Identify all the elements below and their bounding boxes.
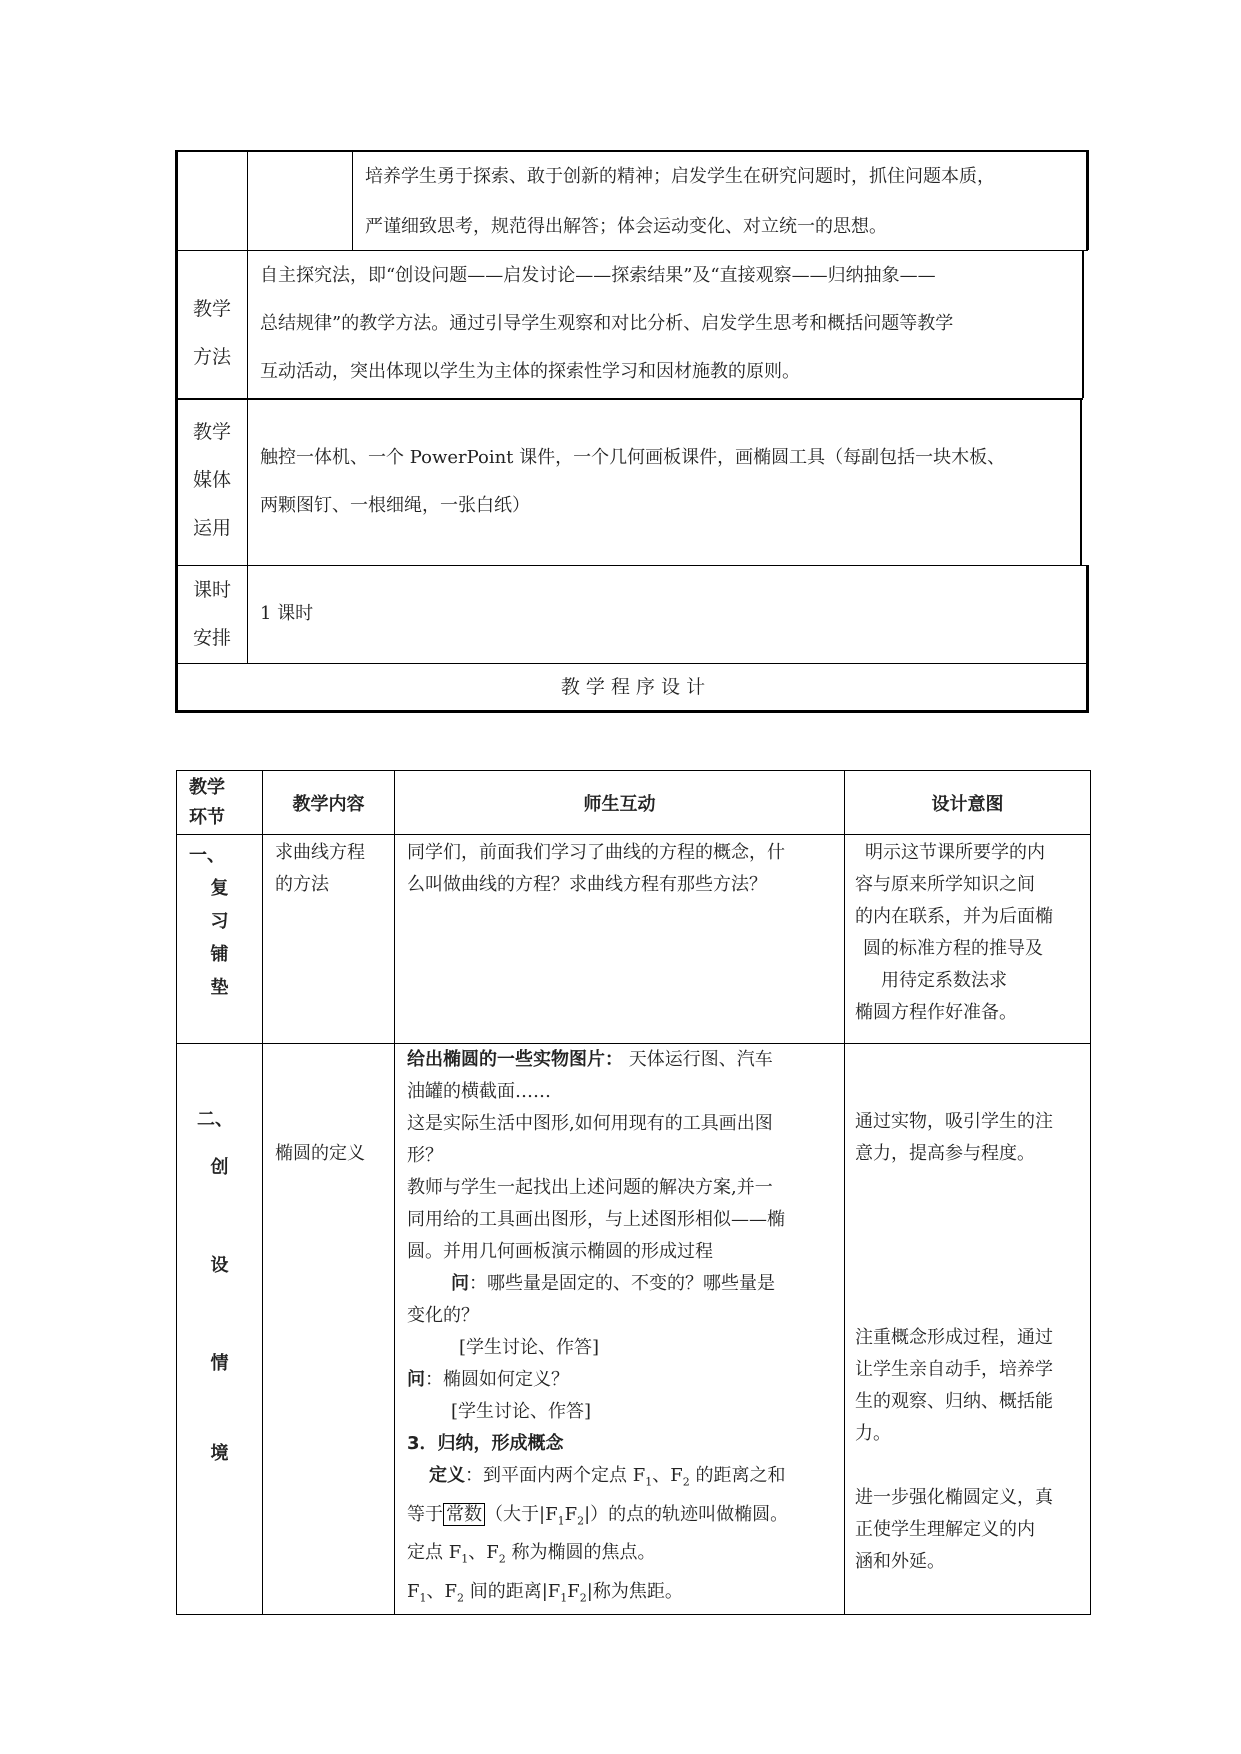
content-ellipse-definition: 椭圆的定义 xyxy=(263,1044,395,1615)
media-text: 触控一体机、一个 PowerPoint 课件，一个几何画板课件，画椭圆工具（每副包括一块木板、 两颗图钉、一根细绳，一张白纸） xyxy=(260,447,1006,516)
procedure-table xyxy=(176,770,1091,1615)
stage-review: 一、 复 习 铺 垫 xyxy=(177,835,263,1044)
method-label: 教学 方法 xyxy=(192,298,231,368)
hours-value: 1 课时 xyxy=(260,603,314,624)
intent-review: 明示这节课所要学的内 容与原来所学知识之间 的内在联系，并为后面椭 圆的标准方程的推导及 用待定系数法求 椭圆方程作好准备。 xyxy=(845,835,1091,1044)
table-row xyxy=(177,835,1091,1044)
hours-label: 课时 安排 xyxy=(192,579,231,649)
design-title: 教 学 程 序 设 计 xyxy=(560,676,706,698)
constant-boxed-term: 常数 xyxy=(443,1503,485,1526)
table-row xyxy=(177,1044,1091,1615)
interaction-review: 同学们，前面我们学习了曲线的方程的概念，什 么叫做曲线的方程？求曲线方程有那些方法？ xyxy=(395,835,845,1044)
goal-text-line-1: 培养学生勇于探索、敢于创新的精神；启发学生在研究问题时，抓住问题本质， xyxy=(365,166,995,187)
content-curve-method: 求曲线方程 的方法 xyxy=(263,835,395,1044)
media-label: 教学 媒体 运用 xyxy=(192,421,231,539)
header-content: 教学内容 xyxy=(263,771,395,835)
intent-ellipse: 通过实物，吸引学生的注 意力，提高参与程度。 注重概念形成过程，通过 让学生亲自动手，培养学 生的观察、归纳、概括能 力。 进一步强化椭圆定义，真 正使学生理解定义的内 涵和外延。 xyxy=(845,1044,1091,1615)
header-intent: 设计意图 xyxy=(845,771,1091,835)
stage-create-scenario: 二、 创 设 情 境 xyxy=(177,1044,263,1615)
goal-text-line-2: 严谨细致思考，规范得出解答；体会运动变化、对立统一的思想。 xyxy=(365,216,887,237)
interaction-ellipse: 给出椭圆的一些实物图片： 天体运行图、汽车 油罐的横截面…… 这是实际生活中图形,如何用现有的工具画出图 形？ 教师与学生一起找出上述问题的解决方案,并一 同用给的工具画出图形，与上述图形相似——椭 圆。并用几何画板演示椭圆的形成过程 问：哪些量是固定的、不变的？哪些量是 变化的？ [学生讨论、作答] 问：椭圆如何定义？ [学生讨论、作答] 3．归纳，形成概念 定义：到平面内两个定点 $F_1$、$F_2$ 的距离之和 等于 常数 （大于$|F_1F_2|$）的点的轨迹叫做椭圆。 定点 $F_1$、$F_2$ 称为椭圆的焦点。 $F_1$、$F_2$ 间的距离$|F_1F_2|$称为焦距。 xyxy=(395,1044,845,1615)
header-stage: 教学 环节 xyxy=(177,771,263,835)
header-interaction: 师生互动 xyxy=(395,771,845,835)
method-text: 自主探究法，即“创设问题——启发讨论——探索结果”及“直接观察——归纳抽象—— 总结规律”的教学方法。通过引导学生观察和对比分析、启发学生思考和概括问题等教学 互动活动，突出体现以学生为主体的探索性学习和因材施教的原则。 xyxy=(260,265,954,382)
header-row xyxy=(177,771,1091,835)
